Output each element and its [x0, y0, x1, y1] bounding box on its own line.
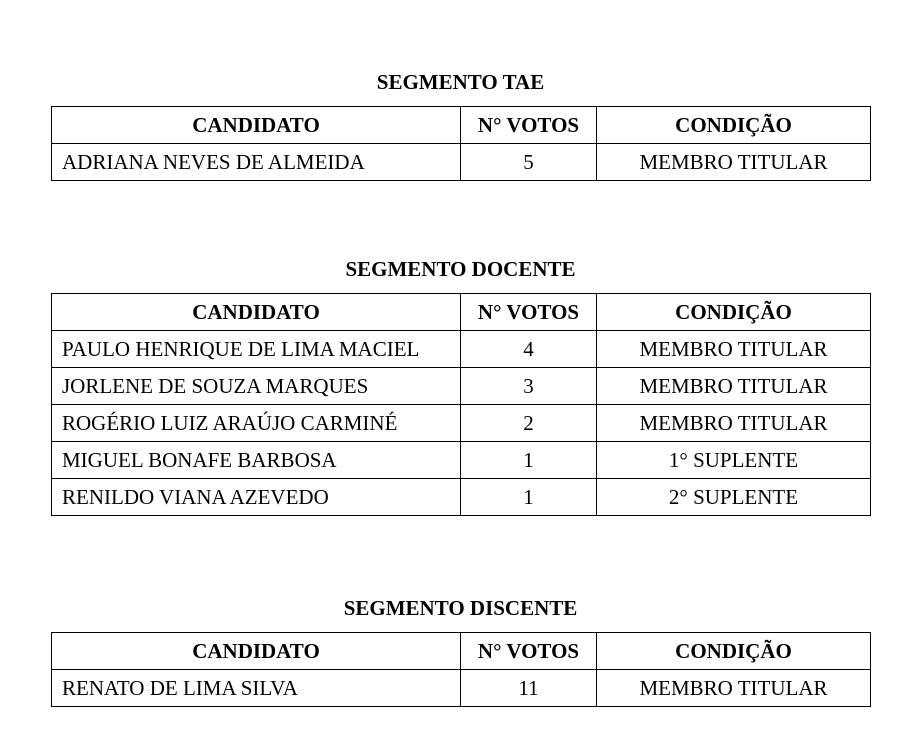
- table-row: [52, 331, 871, 368]
- candidate-name: RENILDO VIANA AZEVEDO: [52, 479, 461, 516]
- header-row: [52, 107, 871, 144]
- table-row: [52, 368, 871, 405]
- candidate-name: PAULO HENRIQUE DE LIMA MACIEL: [52, 331, 461, 368]
- header-votos: N° VOTOS: [461, 107, 597, 144]
- results-table: [51, 293, 871, 516]
- vote-count: 3: [461, 368, 597, 405]
- header-condicao: CONDIÇÃO: [597, 294, 871, 331]
- table-row: [52, 144, 871, 181]
- results-table: [51, 106, 871, 181]
- candidate-condition: 2° SUPLENTE: [597, 479, 871, 516]
- vote-count: 1: [461, 442, 597, 479]
- vote-count: 1: [461, 479, 597, 516]
- header-row: [52, 294, 871, 331]
- candidate-condition: 1° SUPLENTE: [597, 442, 871, 479]
- candidate-condition: MEMBRO TITULAR: [597, 368, 871, 405]
- header-row: [52, 633, 871, 670]
- table-row: [52, 405, 871, 442]
- header-candidato: CANDIDATO: [52, 107, 461, 144]
- header-condicao: CONDIÇÃO: [597, 107, 871, 144]
- candidate-name: ROGÉRIO LUIZ ARAÚJO CARMINÉ: [52, 405, 461, 442]
- vote-count: 4: [461, 331, 597, 368]
- segment-title: SEGMENTO DOCENTE: [345, 257, 576, 281]
- candidate-name: ADRIANA NEVES DE ALMEIDA: [52, 144, 461, 181]
- candidate-condition: MEMBRO TITULAR: [597, 144, 871, 181]
- vote-count: 2: [461, 405, 597, 442]
- candidate-name: JORLENE DE SOUZA MARQUES: [52, 368, 461, 405]
- segment-discente: [51, 596, 870, 707]
- segment-docente: [51, 257, 870, 516]
- table-row: [52, 442, 871, 479]
- candidate-condition: MEMBRO TITULAR: [597, 331, 871, 368]
- header-candidato: CANDIDATO: [52, 294, 461, 331]
- candidate-name: RENATO DE LIMA SILVA: [52, 670, 461, 707]
- header-votos: N° VOTOS: [461, 294, 597, 331]
- segment-title: SEGMENTO DISCENTE: [343, 596, 578, 620]
- candidate-name: MIGUEL BONAFE BARBOSA: [52, 442, 461, 479]
- table-row: [52, 670, 871, 707]
- header-condicao: CONDIÇÃO: [597, 633, 871, 670]
- vote-count: 11: [461, 670, 597, 707]
- candidate-condition: MEMBRO TITULAR: [597, 670, 871, 707]
- segment-tae: [51, 70, 870, 181]
- header-votos: N° VOTOS: [461, 633, 597, 670]
- candidate-condition: MEMBRO TITULAR: [597, 405, 871, 442]
- vote-count: 5: [461, 144, 597, 181]
- table-row: [52, 479, 871, 516]
- segment-title: SEGMENTO TAE: [376, 70, 545, 94]
- results-table: [51, 632, 871, 707]
- header-candidato: CANDIDATO: [52, 633, 461, 670]
